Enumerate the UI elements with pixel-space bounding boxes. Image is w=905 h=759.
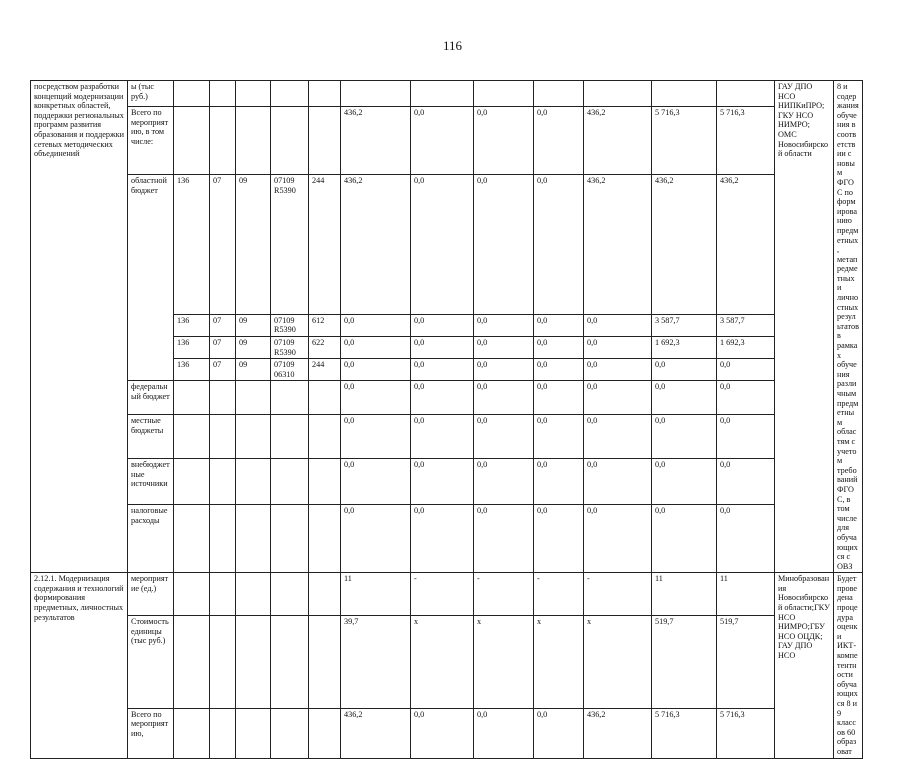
expense-type-cell [309,505,341,573]
section-code-cell [210,505,236,573]
grbs-cell [174,107,210,175]
value-cell: 0,0 [534,505,584,573]
value-cell: 0,0 [534,708,584,758]
expense-type-cell [309,459,341,505]
value-cell: 436,2 [717,175,775,315]
subsection-code-cell [236,81,271,107]
value-cell: - [584,573,652,616]
target-article-cell: 07109 06310 [271,359,309,381]
budget-table [30,80,863,759]
section-code-cell [210,107,236,175]
value-cell: 0,0 [474,708,534,758]
value-cell: 0,0 [411,708,474,758]
value-cell: 0,0 [717,459,775,505]
value-cell: - [474,573,534,616]
value-cell: - [411,573,474,616]
value-cell: 0,0 [474,505,534,573]
table-row [31,381,863,415]
section-code-cell [210,573,236,616]
table-row [31,708,863,758]
subsection-code-cell [236,415,271,459]
value-cell: 11 [717,573,775,616]
grbs-cell [174,415,210,459]
value-cell: 5 716,3 [652,708,717,758]
section-code-cell [210,708,236,758]
value-cell: 0,0 [717,505,775,573]
table-row [31,175,863,315]
indicator-cell: налоговые расходы [128,505,174,573]
value-cell: 3 587,7 [717,314,775,336]
value-cell: 0,0 [717,359,775,381]
expense-type-cell [309,81,341,107]
value-cell: 0,0 [534,381,584,415]
value-cell: 0,0 [534,314,584,336]
value-cell [411,81,474,107]
subsection-code-cell: 09 [236,336,271,358]
result-cell: 8 и содержания обучения в соответствии с новым ФГОС по формированию предметных, метапредметных и личностных результатов в рамках обучения различным предметным областям с учетом требований ФГОС, в том числе для обучающихся с ОВЗ [834,81,863,573]
value-cell: 0,0 [411,505,474,573]
value-cell: 5 716,3 [717,708,775,758]
indicator-cell: Всего по мероприятию, в том числе: [128,107,174,175]
value-cell: 0,0 [411,459,474,505]
value-cell: 436,2 [584,708,652,758]
target-article-cell [271,81,309,107]
grbs-cell [174,573,210,616]
expense-type-cell [309,573,341,616]
subsection-code-cell [236,381,271,415]
value-cell: 0,0 [474,381,534,415]
value-cell: 0,0 [584,459,652,505]
value-cell: 0,0 [474,336,534,358]
value-cell: 0,0 [534,459,584,505]
grbs-cell [174,505,210,573]
value-cell: 0,0 [584,314,652,336]
indicator-cell: местные бюджеты [128,415,174,459]
target-article-cell: 07109 R5390 [271,175,309,315]
value-cell: 0,0 [652,381,717,415]
value-cell: 0,0 [411,107,474,175]
value-cell: 519,7 [717,616,775,709]
value-cell: 0,0 [584,505,652,573]
indicator-cell: Стоимость единицы (тыс руб.) [128,616,174,709]
budget-table-body [31,81,863,759]
result-cell: Будет проведена процедура оценки ИКТ-компетентности обучающихся 8 и 9 классов 60 образоват [834,573,863,758]
value-cell: - [534,573,584,616]
table-row [31,616,863,709]
value-cell: 0,0 [534,415,584,459]
expense-type-cell [309,381,341,415]
value-cell: 1 692,3 [652,336,717,358]
value-cell: 0,0 [717,415,775,459]
section-code-cell [210,415,236,459]
value-cell: 3 587,7 [652,314,717,336]
subsection-code-cell [236,459,271,505]
value-cell: 0,0 [474,415,534,459]
section-code-cell: 07 [210,314,236,336]
value-cell: 0,0 [584,381,652,415]
grbs-cell: 136 [174,175,210,315]
value-cell: 0,0 [584,336,652,358]
value-cell: 0,0 [341,314,411,336]
target-article-cell: 07109 R5390 [271,336,309,358]
expense-type-cell [309,107,341,175]
grbs-cell [174,459,210,505]
value-cell: 0,0 [652,415,717,459]
indicator-cell: внебюджетные источники [128,459,174,505]
grbs-cell [174,81,210,107]
value-cell: 436,2 [584,107,652,175]
target-article-cell [271,107,309,175]
value-cell: 0,0 [534,107,584,175]
indicator-cell: федеральный бюджет [128,381,174,415]
value-cell: 0,0 [411,314,474,336]
description-cell: 2.12.1. Модернизация содержания и технологий формирования предметных, личностных результатов [31,573,128,758]
target-article-cell [271,459,309,505]
executor-cell: ГАУ ДПО НСО НИПКиПРО; ГКУ НСО НИМРО; ОМС Новосибирской области [775,81,834,573]
executor-cell: Минобразования Новосибирской области;ГКУ НСО НИМРО;ГБУ НСО ОЦДК; ГАУ ДПО НСО [775,573,834,758]
section-code-cell: 07 [210,359,236,381]
subsection-code-cell [236,573,271,616]
target-article-cell: 07109 R5390 [271,314,309,336]
value-cell: 0,0 [411,175,474,315]
value-cell: 0,0 [474,314,534,336]
expense-type-cell [309,708,341,758]
page-number: 116 [442,38,463,53]
grbs-cell: 136 [174,336,210,358]
value-cell: 0,0 [652,359,717,381]
value-cell: 0,0 [411,381,474,415]
value-cell [717,81,775,107]
value-cell: 0,0 [652,505,717,573]
value-cell: х [474,616,534,709]
value-cell: 0,0 [341,505,411,573]
subsection-code-cell: 09 [236,314,271,336]
grbs-cell [174,381,210,415]
indicator-cell: мероприятие (ед.) [128,573,174,616]
target-article-cell [271,505,309,573]
subsection-code-cell [236,708,271,758]
subsection-code-cell [236,505,271,573]
value-cell [652,81,717,107]
value-cell: 0,0 [584,415,652,459]
indicator-cell: областной бюджет [128,175,174,381]
value-cell: 0,0 [411,359,474,381]
grbs-cell [174,616,210,709]
section-code-cell: 07 [210,175,236,315]
value-cell: х [534,616,584,709]
value-cell: 39,7 [341,616,411,709]
target-article-cell [271,381,309,415]
table-row [31,459,863,505]
value-cell: 11 [652,573,717,616]
table-row [31,415,863,459]
value-cell: 0,0 [534,359,584,381]
value-cell: х [584,616,652,709]
value-cell: 0,0 [474,107,534,175]
subsection-code-cell: 09 [236,175,271,315]
subsection-code-cell: 09 [236,359,271,381]
section-code-cell [210,381,236,415]
table-row [31,107,863,175]
indicator-cell: Всего по мероприятию, [128,708,174,758]
value-cell: 0,0 [717,381,775,415]
expense-type-cell: 612 [309,314,341,336]
value-cell: 436,2 [341,107,411,175]
value-cell [341,81,411,107]
grbs-cell [174,708,210,758]
description-cell: посредством разработки концепций модернизации конкретных областей, поддержки региональных программ развития образования и поддержки сетевых методических объединений [31,81,128,573]
value-cell: 0,0 [474,359,534,381]
value-cell: 0,0 [341,415,411,459]
value-cell: 5 716,3 [652,107,717,175]
subsection-code-cell [236,616,271,709]
value-cell: 11 [341,573,411,616]
grbs-cell: 136 [174,314,210,336]
expense-type-cell: 244 [309,359,341,381]
value-cell [584,81,652,107]
table-row [31,505,863,573]
target-article-cell [271,616,309,709]
value-cell: 0,0 [652,459,717,505]
value-cell: 0,0 [584,359,652,381]
expense-type-cell: 244 [309,175,341,315]
value-cell: 5 716,3 [717,107,775,175]
value-cell: 1 692,3 [717,336,775,358]
value-cell: 0,0 [534,175,584,315]
value-cell: 0,0 [474,175,534,315]
table-row [31,573,863,616]
value-cell: 436,2 [584,175,652,315]
subsection-code-cell [236,107,271,175]
target-article-cell [271,415,309,459]
value-cell: 519,7 [652,616,717,709]
expense-type-cell [309,415,341,459]
value-cell: 0,0 [411,415,474,459]
expense-type-cell: 622 [309,336,341,358]
value-cell: х [411,616,474,709]
value-cell: 0,0 [411,336,474,358]
expense-type-cell [309,616,341,709]
value-cell: 0,0 [341,381,411,415]
value-cell: 0,0 [341,459,411,505]
value-cell [534,81,584,107]
value-cell: 436,2 [341,175,411,315]
grbs-cell: 136 [174,359,210,381]
section-code-cell [210,81,236,107]
value-cell [474,81,534,107]
value-cell: 0,0 [534,336,584,358]
target-article-cell [271,708,309,758]
value-cell: 0,0 [341,359,411,381]
section-code-cell [210,616,236,709]
indicator-cell: ы (тыс руб.) [128,81,174,107]
value-cell: 436,2 [652,175,717,315]
target-article-cell [271,573,309,616]
value-cell: 436,2 [341,708,411,758]
section-code-cell [210,459,236,505]
value-cell: 0,0 [341,336,411,358]
table-row [31,81,863,107]
section-code-cell: 07 [210,336,236,358]
value-cell: 0,0 [474,459,534,505]
